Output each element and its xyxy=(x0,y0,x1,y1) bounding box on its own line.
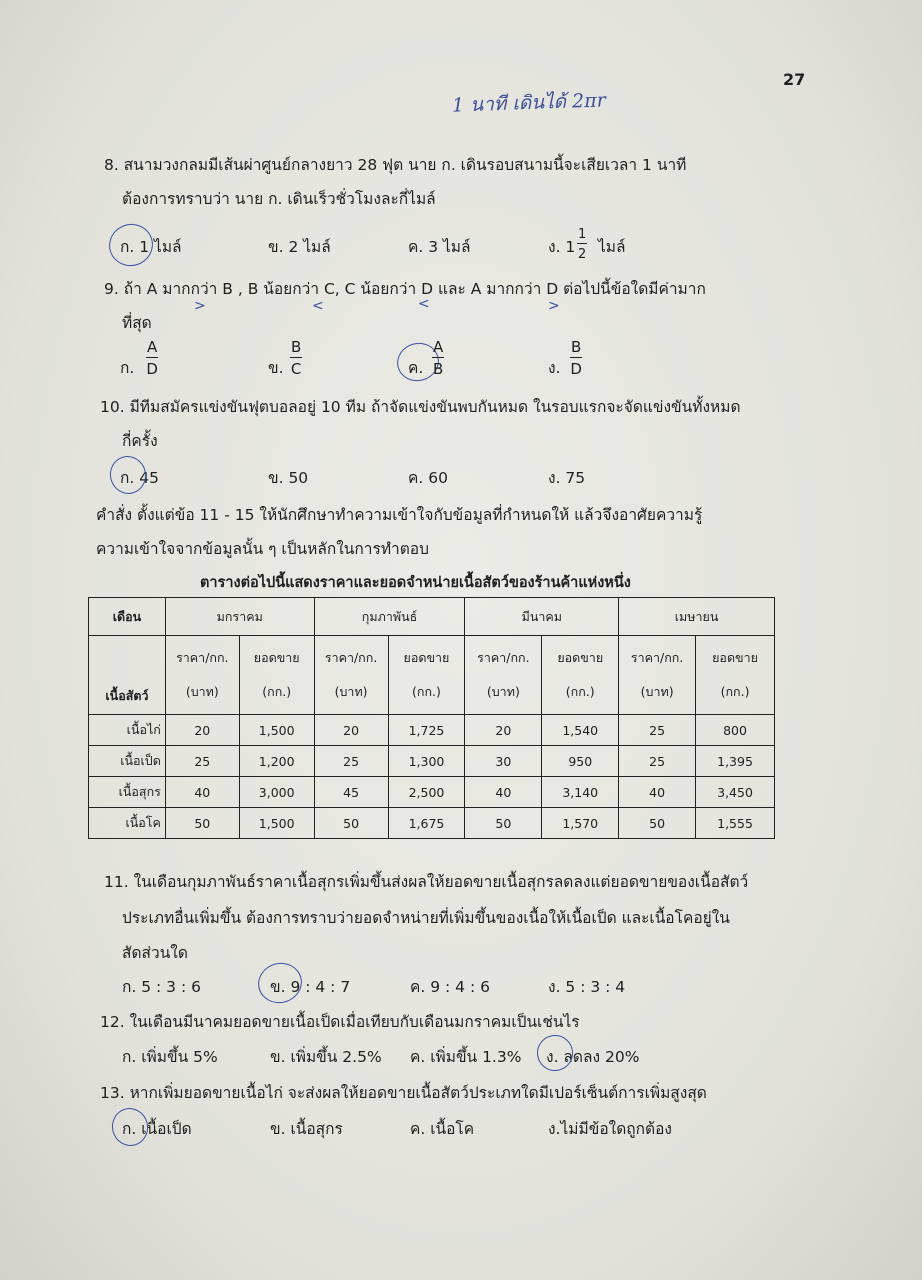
table-sales-header: ยอดขาย (กก.) xyxy=(388,636,465,715)
table-month-header: มีนาคม xyxy=(465,598,619,636)
table-corner-meat: เนื้อสัตว์ xyxy=(89,636,166,715)
answer-circle xyxy=(254,958,307,1008)
question-11-line-2: ประเภทอื่นเพิ่มขึ้น ต้องการทราบว่ายอดจำหน่ายที่เพิ่มขึ้นของเนื้อให้เนื้อเป็ด และเนื้อโคอยู่ใน xyxy=(122,909,730,927)
table-month-header: เมษายน xyxy=(619,598,775,636)
table-cell: 50 xyxy=(619,808,696,839)
table-cell: 3,450 xyxy=(696,777,775,808)
table-cell: 1,570 xyxy=(542,808,619,839)
table-cell: 20 xyxy=(314,715,388,746)
table-cell: 950 xyxy=(542,746,619,777)
table-price-header: ราคา/กก. (บาท) xyxy=(619,636,696,715)
question-8-line-2: ต้องการทราบว่า นาย ก. เดินเร็วชั่วโมงละกี่ไมล์ xyxy=(122,190,436,208)
q9-option-c-fraction: $\frac{A}{B}$ xyxy=(432,338,444,378)
table-row-label: เนื้อโค xyxy=(89,808,166,839)
table-cell: 50 xyxy=(314,808,388,839)
table-cell: 25 xyxy=(619,746,696,777)
table-cell: 3,140 xyxy=(542,777,619,808)
table-row-label: เนื้อไก่ xyxy=(89,715,166,746)
greater-than-mark: > xyxy=(548,298,560,314)
table-price-header: ราคา/กก. (บาท) xyxy=(314,636,388,715)
table-cell: 25 xyxy=(165,746,239,777)
table-row xyxy=(89,808,775,839)
q10-option-b[interactable]: ข. 50 xyxy=(268,469,309,487)
table-cell: 40 xyxy=(465,777,542,808)
table-sales-header: ยอดขาย (กก.) xyxy=(542,636,619,715)
table-cell: 20 xyxy=(465,715,542,746)
table-cell: 800 xyxy=(696,715,775,746)
question-8-line-1: 8. สนามวงกลมมีเส้นผ่าศูนย์กลางยาว 28 ฟุต นาย ก. เดินรอบสนามนี้จะเสียเวลา 1 นาที xyxy=(104,156,687,174)
table-row xyxy=(89,746,775,777)
table-price-header: ราคา/กก. (บาท) xyxy=(465,636,542,715)
question-11-line-1: 11. ในเดือนกุมภาพันธ์ราคาเนื้อสุกรเพิ่มขึ้นส่งผลให้ยอดขายเนื้อสุกรลดลงแต่ยอดขายของเนื้อสัตว์ xyxy=(104,873,749,891)
q12-option-d[interactable]: ง. ลดลง 20% xyxy=(546,1048,640,1066)
table-month-header: กุมภาพันธ์ xyxy=(314,598,465,636)
handwritten-note: 1 นาที เดินได้ 2πr xyxy=(451,89,607,117)
question-9-line-1: 9. ถ้า A มากกว่า B , B น้อยกว่า C, C น้อยกว่า D และ A มากกว่า D ต่อไปนี้ข้อใดมีค่ามาก xyxy=(104,280,706,298)
table-row-label: เนื้อเป็ด xyxy=(89,746,166,777)
table-sales-header: ยอดขาย (กก.) xyxy=(239,636,314,715)
table-row-label: เนื้อสุกร xyxy=(89,777,166,808)
table-caption: ตารางต่อไปนี้แสดงราคาและยอดจำหน่ายเนื้อสัตว์ของร้านค้าแห่งหนึ่ง xyxy=(200,575,631,591)
table-row xyxy=(89,715,775,746)
q11-option-a[interactable]: ก. 5 : 3 : 6 xyxy=(122,978,201,996)
answer-circle xyxy=(108,1104,153,1150)
q8-option-d-unit: ไมล์ xyxy=(598,238,626,256)
table-cell: 3,000 xyxy=(239,777,314,808)
q8-option-a[interactable]: ก. 1 ไมล์ xyxy=(120,238,182,256)
q8-option-d[interactable]: ง. 1 xyxy=(548,238,576,256)
table-cell: 1,500 xyxy=(239,715,314,746)
instruction-line-1: คำสั่ง ตั้งแต่ข้อ 11 - 15 ให้นักศึกษาทำความเข้าใจกับข้อมูลที่กำหนดให้ แล้วจึงอาศัยความรู้ xyxy=(96,506,703,524)
question-10-line-1: 10. มีทีมสมัครแข่งขันฟุตบอลอยู่ 10 ทีม ถ้าจัดแข่งขันพบกันหมด ในรอบแรกจะจัดแข่งขันทั้งหมด xyxy=(100,398,741,416)
q9-option-b-label[interactable]: ข. xyxy=(268,359,284,377)
q13-option-d[interactable]: ง.ไม่มีข้อใดถูกต้อง xyxy=(548,1120,672,1138)
less-than-mark: < xyxy=(312,298,324,314)
table-cell: 1,540 xyxy=(542,715,619,746)
price-sales-table xyxy=(88,597,775,839)
table-cell: 25 xyxy=(314,746,388,777)
table-cell: 45 xyxy=(314,777,388,808)
q9-option-d-fraction: $\frac{B}{D}$ xyxy=(570,338,582,378)
q11-option-b[interactable]: ข. 9 : 4 : 7 xyxy=(270,978,351,996)
q11-option-c[interactable]: ค. 9 : 4 : 6 xyxy=(410,978,490,996)
table-cell: 1,725 xyxy=(388,715,465,746)
q9-option-a-label[interactable]: ก. xyxy=(120,359,135,377)
q10-option-c[interactable]: ค. 60 xyxy=(408,469,448,487)
q13-option-a[interactable]: ก. เนื้อเป็ด xyxy=(122,1120,192,1138)
table-corner-month: เดือน xyxy=(89,598,166,636)
table-cell: 1,200 xyxy=(239,746,314,777)
table-cell: 1,500 xyxy=(239,808,314,839)
q11-option-d[interactable]: ง. 5 : 3 : 4 xyxy=(548,978,626,996)
question-13-line-1: 13. หากเพิ่มยอดขายเนื้อไก่ จะส่งผลให้ยอดขายเนื้อสัตว์ประเภทใดมีเปอร์เซ็นต์การเพิ่มสูงสุด xyxy=(100,1084,707,1102)
question-12-line-1: 12. ในเดือนมีนาคมยอดขายเนื้อเป็ดเมื่อเทียบกับเดือนมกราคมเป็นเช่นไร xyxy=(100,1013,580,1031)
table-cell: 50 xyxy=(465,808,542,839)
table-cell: 1,555 xyxy=(696,808,775,839)
table-month-header: มกราคม xyxy=(165,598,314,636)
q10-option-d[interactable]: ง. 75 xyxy=(548,469,586,487)
question-11-line-3: สัดส่วนใด xyxy=(122,944,188,962)
table-cell: 1,300 xyxy=(388,746,465,777)
q13-option-c[interactable]: ค. เนื้อโค xyxy=(410,1120,475,1138)
answer-circle xyxy=(106,452,151,498)
table-cell: 40 xyxy=(165,777,239,808)
less-than-mark: < xyxy=(418,296,430,312)
question-10-line-2: กี่ครั้ง xyxy=(122,432,158,450)
q12-option-c[interactable]: ค. เพิ่มขึ้น 1.3% xyxy=(410,1048,522,1066)
table-cell: 20 xyxy=(165,715,239,746)
question-9-line-2: ที่สุด xyxy=(122,314,152,332)
q12-option-a[interactable]: ก. เพิ่มขึ้น 5% xyxy=(122,1048,218,1066)
table-cell: 40 xyxy=(619,777,696,808)
q9-option-d-label[interactable]: ง. xyxy=(548,359,561,377)
table-price-header: ราคา/กก. (บาท) xyxy=(165,636,239,715)
table-sales-header: ยอดขาย (กก.) xyxy=(696,636,775,715)
table-row xyxy=(89,777,775,808)
q8-option-c[interactable]: ค. 3 ไมล์ xyxy=(408,238,471,256)
instruction-line-2: ความเข้าใจจากข้อมูลนั้น ๆ เป็นหลักในการทำตอบ xyxy=(96,540,429,558)
greater-than-mark: > xyxy=(194,298,206,314)
q9-option-b-fraction: $\frac{B}{C}$ xyxy=(290,338,302,378)
q12-option-b[interactable]: ข. เพิ่มขึ้น 2.5% xyxy=(270,1048,382,1066)
table-cell: 2,500 xyxy=(388,777,465,808)
q8-option-b[interactable]: ข. 2 ไมล์ xyxy=(268,238,331,256)
table-cell: 25 xyxy=(619,715,696,746)
q13-option-b[interactable]: ข. เนื้อสุกร xyxy=(270,1120,343,1138)
q9-option-c-label[interactable]: ค. xyxy=(408,359,424,377)
q9-option-a-fraction: $\frac{A}{D}$ xyxy=(146,338,158,378)
table-cell: 50 xyxy=(165,808,239,839)
q10-option-a[interactable]: ก. 45 xyxy=(120,469,159,487)
page-number: 27 xyxy=(783,70,806,89)
table-cell: 30 xyxy=(465,746,542,777)
answer-circle xyxy=(104,218,159,272)
table-cell: 1,395 xyxy=(696,746,775,777)
q8-option-d-fraction: $\frac{1}{2}$ xyxy=(578,227,587,262)
table-cell: 1,675 xyxy=(388,808,465,839)
